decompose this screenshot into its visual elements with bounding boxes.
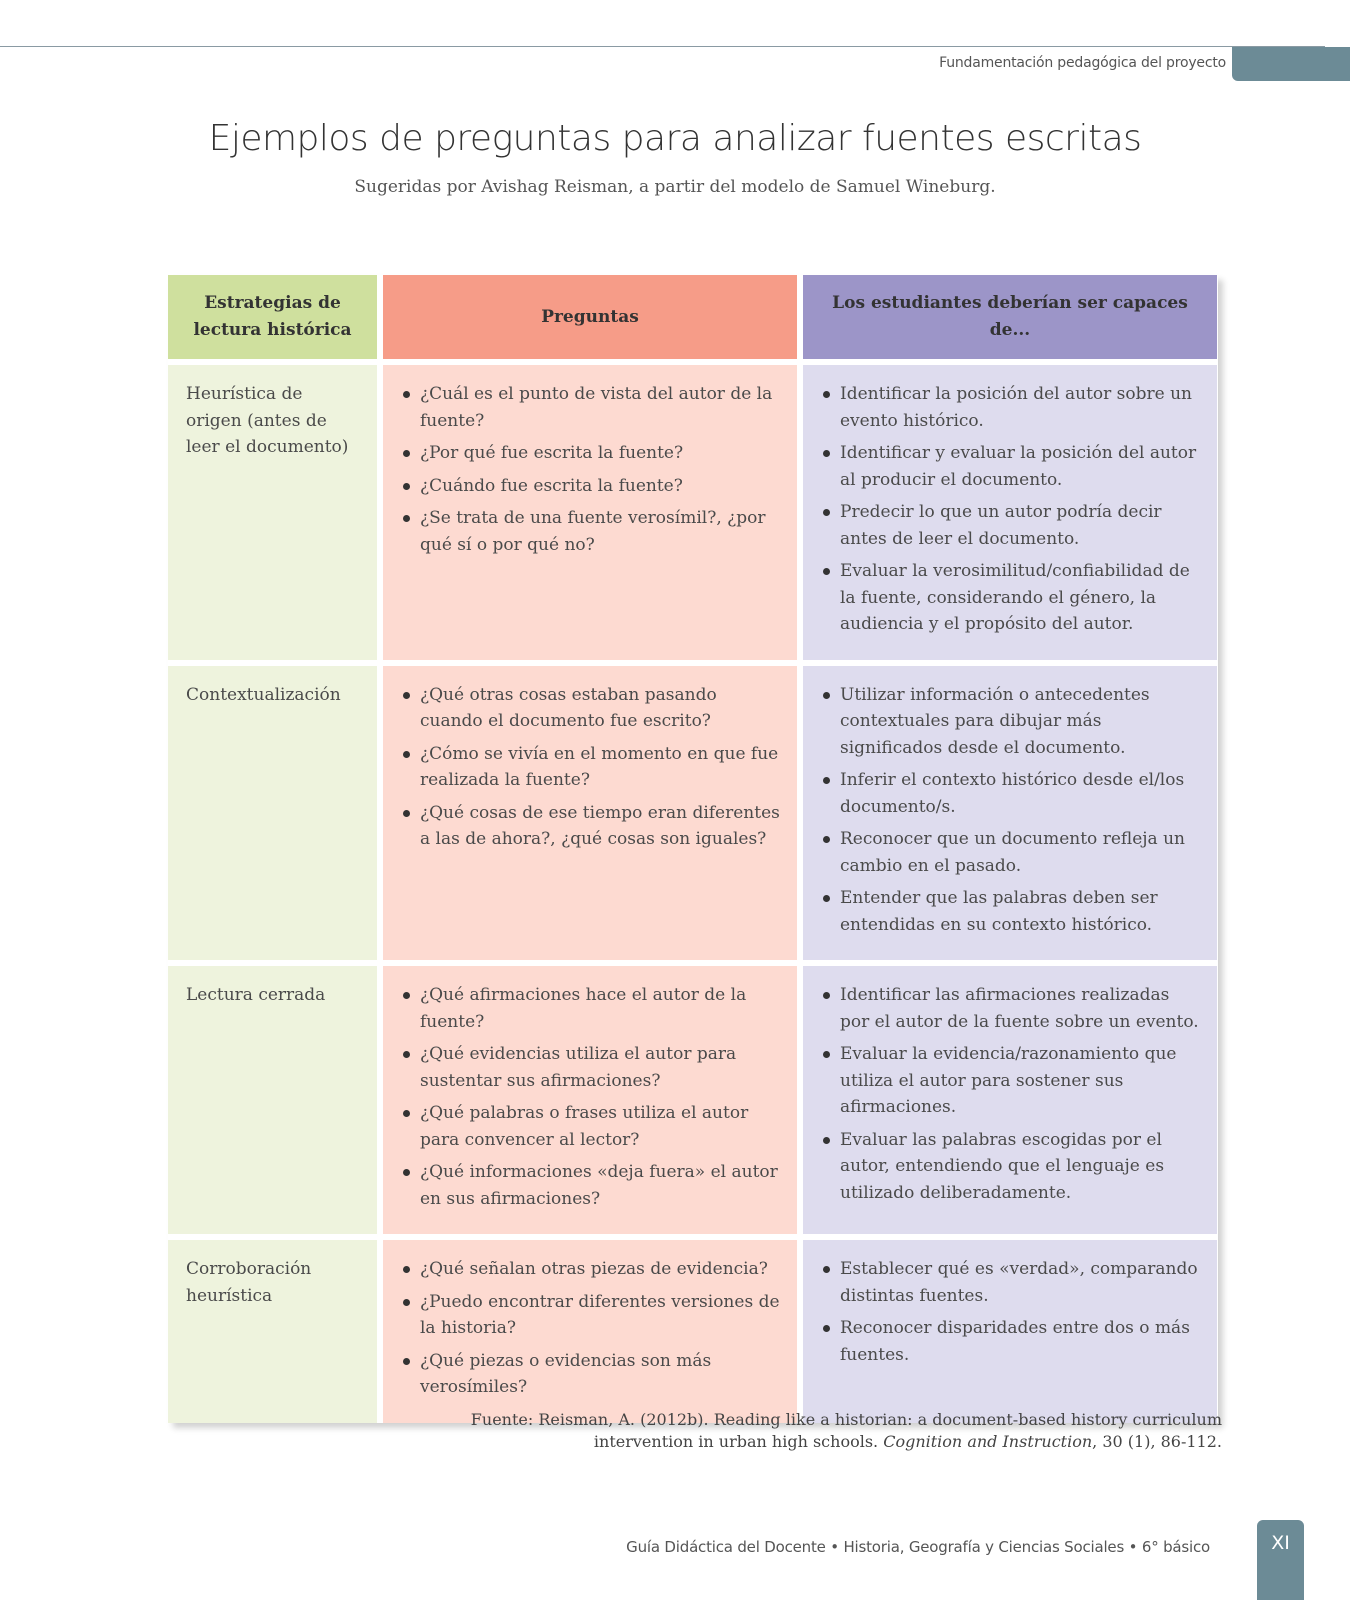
questions-list — [401, 982, 781, 1212]
strategy-cell: Lectura cerrada — [168, 966, 377, 1234]
questions-cell — [383, 1240, 797, 1423]
question-item: ¿Qué afirmaciones hace el autor de la fuente? — [401, 982, 781, 1035]
header-tab — [1232, 47, 1350, 81]
source-line-1: Fuente: Reisman, A. (2012b). Reading like a historian: a document-based history curriculum — [470, 1410, 1222, 1429]
source-citation — [471, 1409, 1222, 1453]
ability-item: Reconocer que un documento refleja un cambio en el pasado. — [821, 826, 1203, 879]
ability-item: Utilizar información o antecedentes contextuales para dibujar más significados desde el documento. — [821, 682, 1203, 762]
abilities-list — [821, 1256, 1203, 1368]
questions-list — [401, 1256, 781, 1401]
ability-item: Evaluar la evidencia/razonamiento que utiliza el autor para sostener sus afirmaciones. — [821, 1041, 1203, 1121]
question-item: ¿Se trata de una fuente verosímil?, ¿por qué sí o por qué no? — [401, 505, 781, 558]
abilities-list — [821, 682, 1203, 939]
page-subtitle: Sugeridas por Avishag Reisman, a partir del modelo de Samuel Wineburg. — [354, 177, 996, 197]
question-item: ¿Qué palabras o frases utiliza el autor para convencer al lector? — [401, 1100, 781, 1153]
ability-item: Evaluar la verosimilitud/confiabilidad de la fuente, considerando el género, la audiencia y el propósito del autor. — [821, 558, 1203, 638]
strategies-table — [168, 275, 1218, 1423]
ability-item: Entender que las palabras deben ser entendidas en su contexto histórico. — [821, 885, 1203, 938]
strategy-cell: Corroboración heurística — [168, 1240, 377, 1423]
source-line-2-end: , 30 (1), 86-112. — [1092, 1432, 1222, 1451]
ability-item: Inferir el contexto histórico desde el/los documento/s. — [821, 767, 1203, 820]
ability-item: Establecer qué es «verdad», comparando distintas fuentes. — [821, 1256, 1203, 1309]
questions-cell — [383, 966, 797, 1234]
abilities-list — [821, 982, 1203, 1206]
question-item: ¿Cuándo fue escrita la fuente? — [401, 473, 781, 500]
source-line-2-text: intervention in urban high schools. — [593, 1432, 884, 1451]
question-item: ¿Qué otras cosas estaban pasando cuando el documento fue escrito? — [401, 682, 781, 735]
footer-text: Guía Didáctica del Docente • Historia, Geografía y Ciencias Sociales • 6° básico — [626, 1538, 1210, 1556]
question-item: ¿Puedo encontrar diferentes versiones de la historia? — [401, 1289, 781, 1342]
question-item: ¿Cuál es el punto de vista del autor de la fuente? — [401, 381, 781, 434]
source-journal: Cognition and Instruction — [883, 1432, 1093, 1451]
abilities-cell — [803, 1240, 1217, 1423]
ability-item: Identificar y evaluar la posición del autor al producir el documento. — [821, 440, 1203, 493]
source-line-2 — [471, 1431, 1222, 1453]
question-item: ¿Cómo se vivía en el momento en que fue realizada la fuente? — [401, 741, 781, 794]
abilities-cell — [803, 365, 1217, 660]
ability-item: Identificar las afirmaciones realizadas por el autor de la fuente sobre un evento. — [821, 982, 1203, 1035]
ability-item: Predecir lo que un autor podría decir antes de leer el documento. — [821, 499, 1203, 552]
question-item: ¿Qué evidencias utiliza el autor para sustentar sus afirmaciones? — [401, 1041, 781, 1094]
question-item: ¿Qué cosas de ese tiempo eran diferentes a las de ahora?, ¿qué cosas son iguales? — [401, 800, 781, 853]
questions-cell — [383, 365, 797, 660]
table-grid — [168, 275, 1218, 1423]
question-item: ¿Qué informaciones «deja fuera» el autor en sus afirmaciones? — [401, 1159, 781, 1212]
header-strategies: Estrategias de lectura histórica — [168, 275, 377, 359]
abilities-list — [821, 381, 1203, 638]
top-rule — [0, 46, 1325, 47]
ability-item: Identificar la posición del autor sobre un evento histórico. — [821, 381, 1203, 434]
abilities-cell — [803, 666, 1217, 961]
questions-list — [401, 381, 781, 558]
ability-item: Evaluar las palabras escogidas por el autor, entendiendo que el lenguaje es utilizado deliberadamente. — [821, 1127, 1203, 1207]
questions-list — [401, 682, 781, 853]
page-title: Ejemplos de preguntas para analizar fuentes escritas — [208, 118, 1142, 159]
question-item: ¿Qué señalan otras piezas de evidencia? — [401, 1256, 781, 1283]
page-number: XI — [1257, 1520, 1304, 1600]
running-head: Fundamentación pedagógica del proyecto — [939, 55, 1226, 71]
question-item: ¿Qué piezas o evidencias son más verosímiles? — [401, 1348, 781, 1401]
strategy-cell: Heurística de origen (antes de leer el documento) — [168, 365, 377, 660]
strategy-cell: Contextualización — [168, 666, 377, 961]
header-questions: Preguntas — [383, 275, 797, 359]
ability-item: Reconocer disparidades entre dos o más fuentes. — [821, 1315, 1203, 1368]
header-abilities: Los estudiantes deberían ser capaces de... — [803, 275, 1217, 359]
questions-cell — [383, 666, 797, 961]
question-item: ¿Por qué fue escrita la fuente? — [401, 440, 781, 467]
abilities-cell — [803, 966, 1217, 1234]
